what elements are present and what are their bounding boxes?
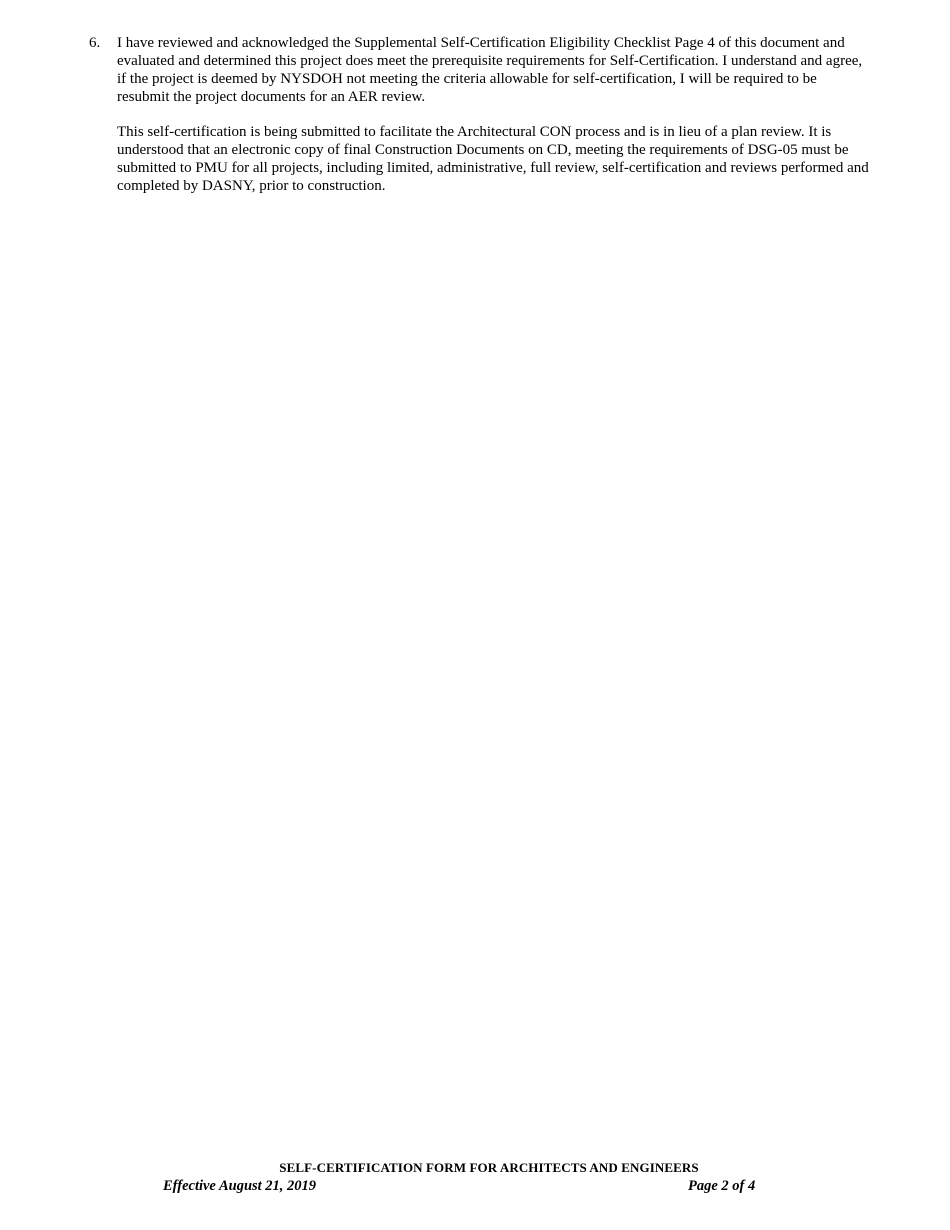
list-item-text: I have reviewed and acknowledged the Supplemental Self-Certification Eligibility Checklist Page 4 of this document and evaluated and determined this project does meet the prerequisite requirements for Self-Certification. I understand and agree, if the project is deemed by NYSDOH not meeting the criteria allowable for self-certification, I will be required to be resubmit the project documents for an AER review. (117, 35, 863, 105)
certification-statement: This self-certification is being submitted to facilitate the Architectural CON process and is in lieu of a plan review. It is understood that an electronic copy of final Construction Documents on CD, meeting the requirements of DSG-05 must be submitted to PMU for all projects, including limited, administrative, full review, self-certification and reviews performed and completed by DASNY, prior to construction. (117, 124, 869, 194)
list-item-6 (89, 34, 869, 106)
footer-page-number: Page 2 of 4 (688, 1178, 756, 1194)
footer-form-title: SELF-CERTIFICATION FORM FOR ARCHITECTS AND ENGINEERS (279, 1160, 699, 1175)
list-item-number: 6. (89, 35, 101, 51)
footer-effective-date: Effective August 21, 2019 (163, 1178, 317, 1194)
